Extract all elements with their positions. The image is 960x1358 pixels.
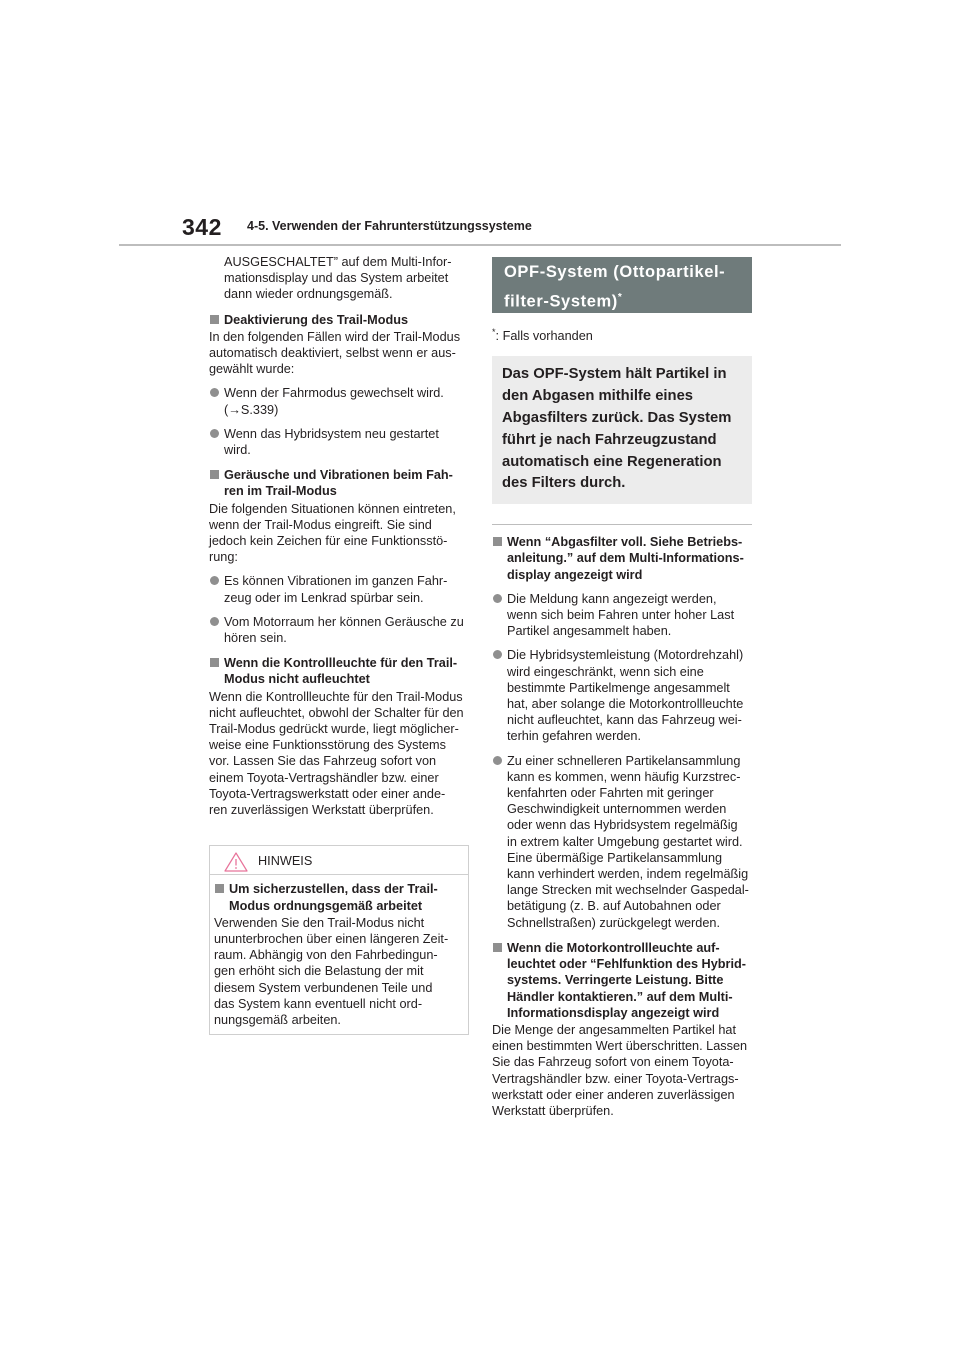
deactivation-text: In den folgenden Fällen wird der Trail-Modus automatisch deaktiviert, selbst wenn er aus- gewählt wurde: bbox=[209, 329, 461, 377]
footnote-text: : Falls vorhanden bbox=[495, 329, 593, 344]
malfunction-text: Die Menge der angesammelten Partikel hat einen bestimmten Wert überschritten. Lassen Sie das Fahrzeug sofort von einem Toyota- Vertragshändler bzw. einer Toyota-Vertrags- werkstatt oder einer anderen zuverlässigen Werkstatt überprüfen. bbox=[492, 1022, 748, 1118]
filter-full-heading: Wenn “Abgasfilter voll. Siehe Betriebs- anleitung.” auf dem Multi-Informations- display angezeigt wird bbox=[492, 534, 752, 583]
left-column bbox=[209, 254, 471, 1035]
opf-section-title bbox=[492, 257, 752, 313]
header-divider bbox=[119, 244, 841, 246]
notice-box bbox=[209, 845, 469, 1035]
indicator-heading: Wenn die Kontrollleuchte für den Trail- Modus nicht aufleuchtet bbox=[209, 655, 471, 687]
malfunction-heading: Wenn die Motorkontrollleuchte auf- leuchtet oder “Fehlfunktion des Hybrid- systems. Verringerte Leistung. Bitte Händler kontaktieren.” auf dem Multi- Informationsdisplay angezeigt wird bbox=[492, 940, 752, 1021]
footnote bbox=[492, 324, 752, 344]
opf-title-line-1: OPF-System (Ottopartikel- bbox=[504, 263, 726, 281]
notice-heading: Um sicherzustellen, dass der Trail- Modus ordnungsgemäß arbeitet bbox=[214, 881, 464, 913]
noise-bullet-1: Es können Vibrationen im ganzen Fahr- zeug oder im Lenkrad spürbar sein. bbox=[209, 573, 471, 605]
deactivation-heading: Deaktivierung des Trail-Modus bbox=[209, 312, 471, 328]
page-number: 342 bbox=[182, 214, 222, 240]
notice-text: Verwenden Sie den Trail-Modus nicht ununterbrochen über einen längeren Zeit- raum. Abhängig von den Fahrbedingun- gen erhöht sich die Belastung der mit diesem System verbundenen Teile und das System kann eventuell nicht ord- nungsgemäß arbeiten. bbox=[214, 915, 449, 1027]
opf-title-line-2-text: filter-System) bbox=[504, 292, 618, 311]
notice-header bbox=[210, 846, 468, 875]
footnote-asterisk: * bbox=[492, 327, 496, 337]
right-column bbox=[492, 257, 752, 1119]
warning-triangle-icon bbox=[224, 852, 248, 872]
noise-text: Die folgenden Situationen können eintreten, wenn der Trail-Modus eingreift. Sie sind jedoch kein Zeichen für eine Funktionsstö- rung: bbox=[209, 501, 456, 565]
filter-full-bullet-2: Die Hybridsystemleistung (Motordrehzahl) wird eingeschränkt, wenn sich eine bestimmte Partikelmenge angesammelt hat, aber solange die Motorkontrollleuchte nicht aufleuchtet, kann das Fahrzeug wei- terhin gefahren werden. bbox=[492, 647, 752, 744]
opf-intro-box: Das OPF-System hält Partikel in den Abgasen mithilfe eines Abgasfilters zurück. Das System führt je nach Fahrzeugzustand automatisch eine Regeneration des Filters durch. bbox=[492, 356, 752, 504]
section-title: 4-5. Verwenden der Fahrunterstützungssysteme bbox=[247, 219, 532, 233]
opf-title-asterisk: * bbox=[617, 292, 623, 303]
filter-full-bullet-3: Zu einer schnelleren Partikelansammlung kann es kommen, wenn häufig Kurzstrec- kenfahrten oder Fahrten mit geringer Geschwindigkeit unternommen werden oder wenn das Hybridsystem regelmäßig in extrem kalter Umgebung gestartet wird. Eine übermäßige Partikelansammlung kann verhindert werden, indem regelmäßig lange Strecken mit wechselnder Gaspedal- betätigung (z. B. auf Autobahnen oder Schnellstraßen) zurückgelegt werden. bbox=[492, 753, 752, 931]
opf-title-line-2 bbox=[504, 285, 740, 315]
noise-bullet-2: Vom Motorraum her können Geräusche zu hören sein. bbox=[209, 614, 471, 646]
filter-full-bullet-1: Die Meldung kann angezeigt werden, wenn sich beim Fahren unter hoher Last Partikel angesammelt haben. bbox=[492, 591, 752, 640]
deactivation-bullet-2: Wenn das Hybridsystem neu gestartet wird. bbox=[209, 426, 471, 458]
notice-label: HINWEIS bbox=[258, 854, 313, 869]
right-divider bbox=[492, 524, 752, 525]
deactivation-bullet-1: Wenn der Fahrmodus gewechselt wird. (→S.339) bbox=[209, 385, 471, 417]
noise-heading: Geräusche und Vibrationen beim Fah- ren im Trail-Modus bbox=[209, 467, 471, 499]
indicator-text: Wenn die Kontrollleuchte für den Trail-Modus nicht aufleuchtet, obwohl der Schalter für den Trail-Modus gedrückt wurde, liegt möglicher- weise eine Funktionsstörung des Systems vor. Lassen Sie das Fahrzeug sofort von einem Toyota-Vertragshändler bzw. einer Toyota-Vertragswerkstatt oder einer ande- ren zuverlässigen Werkstatt überprüfen. bbox=[209, 689, 464, 818]
continued-text: AUSGESCHALTET” auf dem Multi-Infor- mationsdisplay und das System arbeitet dann wieder ordnungsgemäß. bbox=[224, 255, 452, 302]
